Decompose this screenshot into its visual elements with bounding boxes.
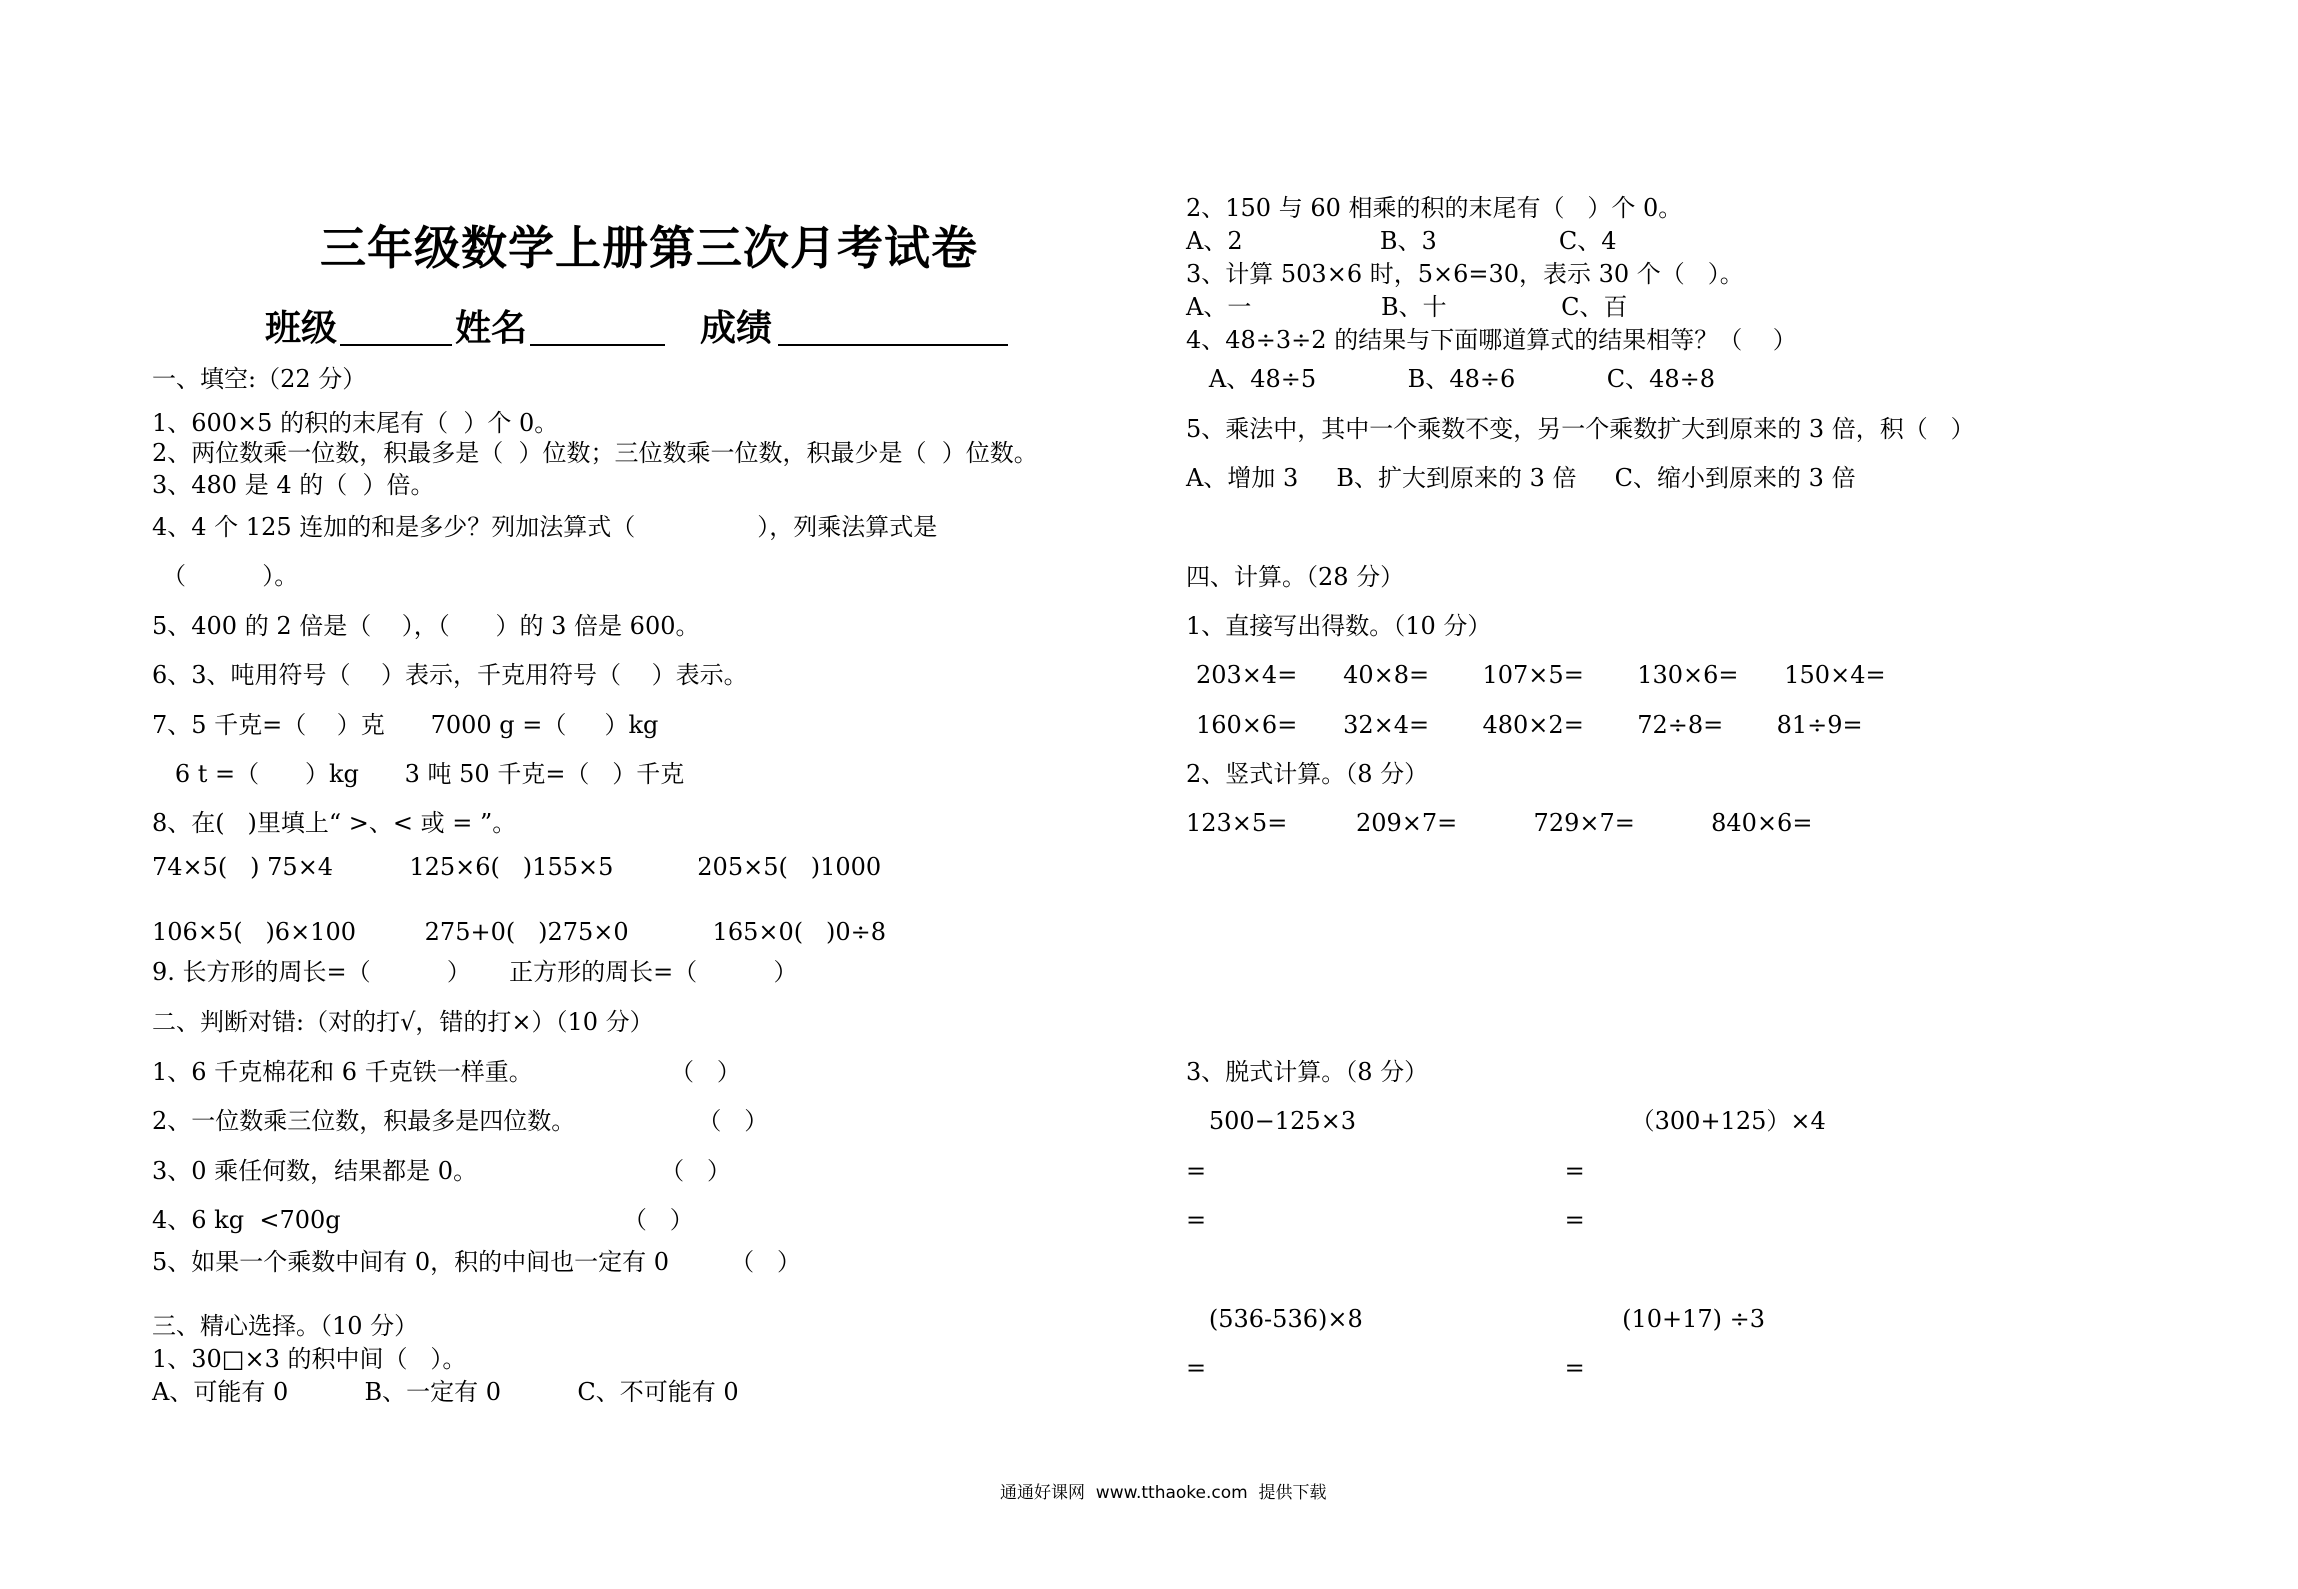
judge-item: 1、6 千克棉花和 6 千克铁一样重。 （ ） — [152, 1058, 741, 1086]
choice-options: A、可能有 0 B、一定有 0 C、不可能有 0 — [152, 1378, 739, 1406]
question-line: 3、计算 503×6 时，5×6=30，表示 30 个（ ）。 — [1186, 260, 1744, 288]
section-calc-heading: 四、计算。（28 分） — [1186, 563, 1405, 591]
question-line: 7、5 千克=（ ）克 7000 g =（ ）kg — [152, 711, 659, 739]
question-line: 9. 长方形的周长=（ ） 正方形的周长=（ ） — [152, 958, 798, 986]
comparison-row: 74×5( ) 75×4 125×6( )155×5 205×5( )1000 — [152, 853, 882, 881]
section-fill-heading: 一、填空:（22 分） — [152, 365, 367, 393]
question-line: 2、150 与 60 相乘的积的末尾有（ ）个 0。 — [1186, 194, 1683, 222]
comparison-row: 106×5( )6×100 275+0( )275×0 165×0( )0÷8 — [152, 918, 887, 946]
question-line: 3、480 是 4 的（ ）倍。 — [152, 471, 435, 499]
question-line: 4、4 个 125 连加的和是多少？列加法算式（ ），列乘法算式是 — [152, 513, 938, 541]
name-label: 姓名 — [455, 308, 528, 349]
section-judge-heading: 二、判断对错:（对的打√，错的打×）（10 分） — [152, 1008, 654, 1036]
score-blank — [778, 344, 1008, 346]
mental-math-row: 203×4= 40×8= 107×5= 130×6= 150×4= — [1196, 661, 1886, 689]
footer-source: 通通好课网 www.tthaoke.com 提供下载 — [1000, 1483, 1327, 1503]
name-blank — [530, 344, 665, 346]
choice-options: A、48÷5 B、48÷6 C、48÷8 — [1186, 365, 1716, 393]
question-line: 8、在( )里填上“ >、< 或 = ”。 — [152, 809, 517, 837]
vertical-calc-row: 123×5= 209×7= 729×7= 840×6= — [1186, 809, 1813, 837]
judge-item: 5、如果一个乘数中间有 0，积的中间也一定有 0 （ ） — [152, 1248, 801, 1276]
question-line: 1、30□×3 的积中间（ ）。 — [152, 1345, 467, 1373]
step-calc-row: = = — [1186, 1206, 1585, 1234]
question-line: 1、600×5 的积的末尾有（ ）个 0。 — [152, 409, 559, 437]
question-line: （ ）。 — [162, 562, 299, 590]
question-line: 4、48÷3÷2 的结果与下面哪道算式的结果相等？（ ） — [1186, 326, 1797, 354]
class-blank — [340, 344, 452, 346]
choice-options: A、一 B、十 C、百 — [1186, 293, 1628, 321]
question-line: 1、直接写出得数。（10 分） — [1186, 612, 1492, 640]
question-line: 3、脱式计算。（8 分） — [1186, 1058, 1429, 1086]
exam-title: 三年级数学上册第三次月考试卷 — [320, 221, 978, 275]
step-calc-row: 500−125×3 （300+125）×4 — [1186, 1107, 1826, 1135]
question-line: 5、400 的 2 倍是（ ），（ ）的 3 倍是 600。 — [152, 612, 700, 640]
step-calc-row: (536-536)×8 (10+17) ÷3 — [1186, 1305, 1766, 1333]
judge-item: 3、0 乘任何数，结果都是 0。 （ ） — [152, 1157, 732, 1185]
score-label: 成绩 — [700, 308, 773, 349]
question-line: 5、乘法中，其中一个乘数不变，另一个乘数扩大到原来的 3 倍，积（ ） — [1186, 415, 1975, 443]
step-calc-row: = = — [1186, 1354, 1585, 1382]
mental-math-row: 160×6= 32×4= 480×2= 72÷8= 81÷9= — [1196, 711, 1863, 739]
judge-item: 4、6 kg <700g （ ） — [152, 1206, 694, 1234]
question-line: 2、两位数乘一位数，积最多是（ ）位数；三位数乘一位数，积最少是（ ）位数。 — [152, 439, 1038, 467]
judge-item: 2、一位数乘三位数，积最多是四位数。 （ ） — [152, 1107, 769, 1135]
question-line: 6、3、吨用符号（ ）表示，千克用符号（ ）表示。 — [152, 661, 748, 689]
section-choice-heading: 三、精心选择。（10 分） — [152, 1312, 419, 1340]
question-line: 6 t =（ ）kg 3 吨 50 千克=（ ）千克 — [152, 760, 685, 788]
choice-options: A、2 B、3 C、4 — [1186, 227, 1617, 255]
choice-options: A、增加 3 B、扩大到原来的 3 倍 C、缩小到原来的 3 倍 — [1186, 464, 1856, 492]
step-calc-row: = = — [1186, 1157, 1585, 1185]
question-line: 2、竖式计算。（8 分） — [1186, 760, 1429, 788]
class-label: 班级 — [265, 308, 338, 349]
